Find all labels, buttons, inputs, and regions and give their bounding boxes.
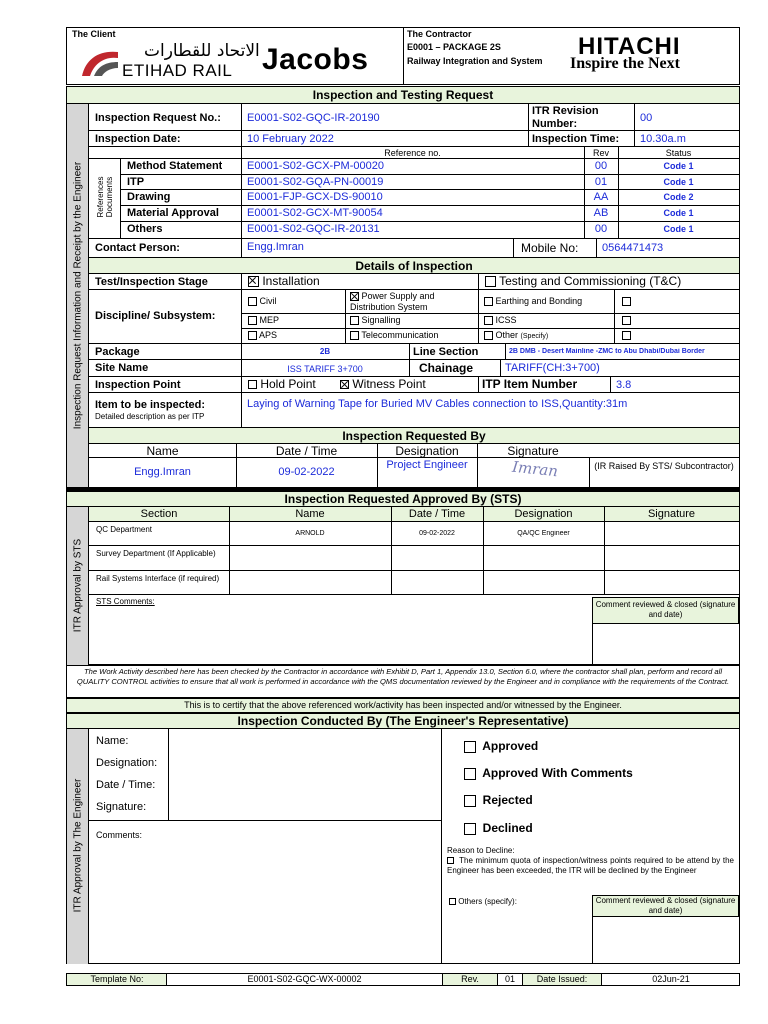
ref-status: Code 1 xyxy=(663,224,694,234)
testing-checkbox[interactable] xyxy=(485,276,496,287)
disc-mep[interactable]: MEP xyxy=(248,315,279,325)
rev-label: ITR Revision Number: xyxy=(532,105,599,130)
ref-rev: 00 xyxy=(594,223,608,235)
ref-label: Material Approval xyxy=(127,207,219,219)
ref-rev: 01 xyxy=(594,176,608,188)
disc-other[interactable]: Other (Specify) xyxy=(484,330,548,341)
ref-status: Code 2 xyxy=(663,192,694,202)
disc-blank-2[interactable] xyxy=(622,315,631,325)
discipline-label: Discipline/ Subsystem: xyxy=(95,310,216,322)
package-label: Package xyxy=(95,346,140,358)
ref-number: E0001-S02-GQC-IR-20131 xyxy=(247,223,380,235)
itr-side-label: Inspection Request Information and Receipt by the Engineer xyxy=(72,161,84,430)
sts-h-name: Name xyxy=(295,508,325,520)
reqby-h-desig: Designation xyxy=(395,445,459,458)
hold-point-option[interactable]: Hold Point xyxy=(248,378,316,392)
eng-comments-label: Comments: xyxy=(96,830,143,840)
sts-h-sig: Signature xyxy=(647,508,696,520)
ref-label: Others xyxy=(127,223,163,235)
chainage-label: Chainage xyxy=(419,362,474,375)
jacobs-logo: Jacobs xyxy=(262,43,369,76)
approved-comments-option[interactable]: Approved With Comments xyxy=(464,767,633,781)
sts-comments-label: STS Comments: xyxy=(96,597,155,606)
itp-item-label: ITP Item Number xyxy=(482,378,578,391)
site-value: ISS TARIFF 3+700 xyxy=(287,364,363,374)
ref-label: Drawing xyxy=(127,191,171,203)
testing-option[interactable]: Testing and Commissioning (T&C) xyxy=(485,275,681,289)
site-label: Site Name xyxy=(95,362,149,374)
engineer-title: Inspection Conducted By (The Engineer's Representative) xyxy=(67,714,739,729)
ref-rev: AB xyxy=(593,207,609,219)
hitachi-tagline: Inspire the Next xyxy=(570,55,680,72)
sts-side-label: ITR Approval by STS xyxy=(72,538,84,633)
sts-section-cell: Rail Systems Interface (if required) xyxy=(96,574,220,583)
item-label: Item to be inspected: xyxy=(95,399,206,411)
footer-rev-label: Rev. xyxy=(461,974,479,984)
mobile-value: 0564471473 xyxy=(602,242,664,254)
eng-date-label: Date / Time: xyxy=(96,779,156,791)
disc-blank-3[interactable] xyxy=(622,330,631,340)
footer-rev-value: 01 xyxy=(504,974,515,984)
ref-status: Code 1 xyxy=(663,208,694,218)
reqby-name: Engg.Imran xyxy=(134,466,191,478)
point-label: Inspection Point xyxy=(95,379,181,391)
hitachi-logo: HITACHI xyxy=(578,33,681,60)
ref-number: E0001-S02-GCX-MT-90054 xyxy=(247,207,383,219)
issued-value: 02Jun-21 xyxy=(652,974,690,984)
reqby-date: 09-02-2022 xyxy=(278,466,335,478)
qc-statement: The Work Activity described here has been checked by the Contractor in accordance with Exhibit D, Part 1, Appendix 13.0, Section 6.0, where the contractor shall plan, perform and record all QUALITY CONTROL activities to ensure that all work is performed in accordance with the QMS documentation reviewed by the Engineer and in compliance with the requirements of the Contract. xyxy=(76,667,730,686)
sts-section-cell: Survey Department (If Applicable) xyxy=(96,549,216,558)
itr-title: Inspection and Testing Request xyxy=(67,87,739,104)
reqby-h-name: Name xyxy=(146,445,179,458)
eng-sig-label: Signature: xyxy=(96,801,147,813)
disc-civil[interactable]: Civil xyxy=(248,296,277,306)
ref-number: E0001-S02-GQA-PN-00019 xyxy=(247,176,384,188)
engineer-side-label: ITR Approval by The Engineer xyxy=(72,778,84,913)
date-value: 10 February 2022 xyxy=(247,133,334,145)
req-no-value: E0001-S02-GQC-IR-20190 xyxy=(247,112,380,124)
rev-value: 00 xyxy=(640,112,653,124)
contact-value: Engg.Imran xyxy=(247,241,304,253)
disc-signalling[interactable]: Signalling xyxy=(350,315,401,325)
ref-label: Method Statement xyxy=(127,160,223,172)
req-no-label: Inspection Request No.: xyxy=(95,112,221,124)
sts-date-cell: 09-02-2022 xyxy=(419,530,455,537)
others-option[interactable]: Others (specify): xyxy=(449,897,517,906)
sts-closed-label: Comment reviewed & closed (signature and date) xyxy=(595,600,736,619)
chainage-value: TARIFF(CH:3+700) xyxy=(505,362,600,374)
rejected-option[interactable]: Rejected xyxy=(464,794,533,808)
ref-number: E0001-FJP-GCX-DS-90010 xyxy=(247,191,383,203)
ref-header: Reference no. xyxy=(384,148,441,158)
issued-label: Date Issued: xyxy=(536,974,588,984)
disc-power[interactable]: Power Supply and Distribution System xyxy=(350,291,435,312)
line-value: 2B DMB - Desert Mainline -ZMC to Abu Dhabi/Dubai Border xyxy=(509,348,705,355)
contractor-scope: Railway Integration and System xyxy=(407,56,543,66)
template-value: E0001-S02-GQC-WX-00002 xyxy=(247,974,362,984)
time-value: 10.30a.m xyxy=(640,133,686,145)
reason-text[interactable]: The minimum quota of inspection/witness points required to be attend by the Engineer has been exceeded, the ITR will be declined by the Engineer xyxy=(447,856,734,875)
eng-closed-label: Comment reviewed & closed (signature and date) xyxy=(595,896,736,915)
disc-telecom[interactable]: Telecommunication xyxy=(350,330,438,340)
sts-h-section: Section xyxy=(140,508,178,520)
contact-label: Contact Person: xyxy=(95,242,180,254)
installation-option[interactable]: Installation xyxy=(248,275,320,289)
reason-label: Reason to Decline: xyxy=(447,846,515,855)
reqby-title: Inspection Requested By xyxy=(89,428,739,444)
ref-number: E0001-S02-GCX-PM-00020 xyxy=(247,160,384,172)
sts-title: Inspection Requested Approved By (STS) xyxy=(67,492,739,507)
ref-docs-label: References Documents xyxy=(96,176,114,218)
item-sublabel: Detailed description as per ITP xyxy=(95,412,205,421)
ref-status: Code 1 xyxy=(663,161,694,171)
ref-rev: AA xyxy=(593,191,609,203)
sts-h-desig: Designation xyxy=(514,508,573,520)
status-header: Status xyxy=(665,148,692,158)
rev-header: Rev xyxy=(592,148,609,158)
witness-point-option[interactable]: Witness Point xyxy=(340,378,426,392)
itp-item-value: 3.8 xyxy=(616,379,632,391)
date-label: Inspection Date: xyxy=(95,133,181,145)
template-label: Template No: xyxy=(90,974,144,984)
ref-label: ITP xyxy=(127,176,145,188)
approved-option[interactable]: Approved xyxy=(464,740,538,754)
sts-name-cell: ARNOLD xyxy=(295,530,325,537)
certify-text: This is to certify that the above referenced work/activity has been inspected and/or witnessed by the Engineer. xyxy=(184,700,622,710)
disc-earthing[interactable]: Earthing and Bonding xyxy=(484,296,582,306)
item-value: Laying of Warning Tape for Buried MV Cables connection to ISS,Quantity:31m xyxy=(247,398,628,410)
ref-status: Code 1 xyxy=(663,177,694,187)
etihad-rail-logo xyxy=(80,42,260,80)
stage-label: Test/Inspection Stage xyxy=(95,276,208,288)
etihad-english: ETIHAD RAIL xyxy=(122,61,233,80)
disc-icss[interactable]: ICSS xyxy=(484,315,517,325)
sts-section-cell: QC Department xyxy=(96,525,153,534)
reqby-h-sig: Signature xyxy=(507,445,559,458)
contractor-package: E0001 – PACKAGE 2S xyxy=(407,42,501,52)
disc-blank-1[interactable] xyxy=(622,296,631,306)
package-value: 2B xyxy=(319,347,331,356)
eng-name-label: Name: xyxy=(96,735,129,747)
ref-rev: 00 xyxy=(594,160,608,172)
sts-h-date: Date / Time xyxy=(408,508,466,520)
sts-desig-cell: QA/QC Engineer xyxy=(517,530,570,537)
eng-desig-label: Designation: xyxy=(96,757,158,769)
installation-checkbox[interactable] xyxy=(248,276,259,287)
mobile-label: Mobile No: xyxy=(521,242,579,255)
etihad-arabic: الاتحاد للقطارات xyxy=(144,42,260,61)
time-label: Inspection Time: xyxy=(532,133,620,145)
disc-aps[interactable]: APS xyxy=(248,330,277,340)
reqby-desig: Project Engineer xyxy=(386,459,468,471)
client-label: The Client xyxy=(72,29,116,39)
reqby-note: (IR Raised By STS/ Subcontractor) xyxy=(594,461,734,471)
line-label: Line Section xyxy=(413,346,479,358)
reqby-h-date: Date / Time xyxy=(275,445,338,458)
reqby-signature: Imran xyxy=(511,457,559,481)
contractor-label: The Contractor xyxy=(407,29,472,39)
details-title: Details of Inspection xyxy=(89,258,739,274)
declined-option[interactable]: Declined xyxy=(464,822,533,836)
